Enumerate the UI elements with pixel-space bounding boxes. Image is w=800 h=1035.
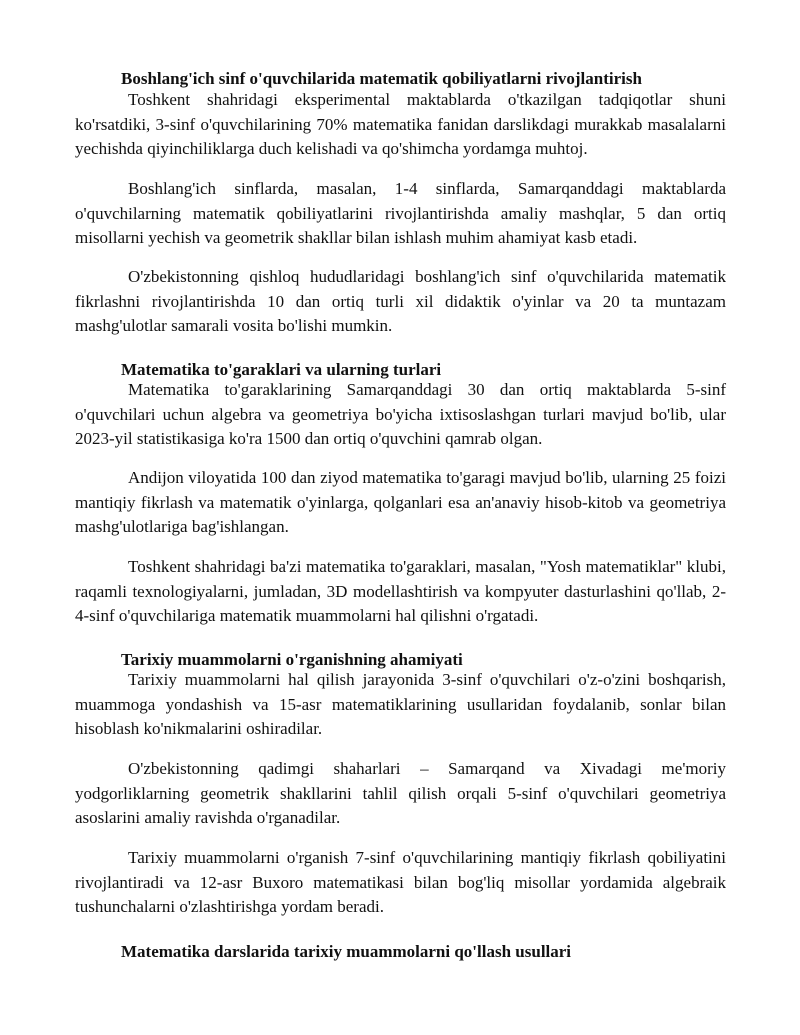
paragraph-1-1: [75, 88, 726, 162]
paragraph-3-2: [75, 757, 726, 831]
paragraph-3-3: [75, 846, 726, 920]
paragraph-text: Boshlang'ich sinflarda, masalan, 1-4 sinflarda, Samarqanddagi maktablarda o'quvchilarning matematik qobiliyatlarini rivojlantirishda amaliy mashqlar, 5 dan ortiq misollarni yechish va geometrik shakllar bilan ishlash muhim ahamiyat kasb etadi.: [75, 179, 726, 247]
paragraph-text: Andijon viloyatida 100 dan ziyod matematika to'garagi mavjud bo'lib, ularning 25 foizi mantiqiy fikrlash va matematik o'yinlarga, qolganlari esa an'anaviy hisob-kitob va geometriya mashg'ulotlariga bag'ishlangan.: [75, 468, 726, 536]
paragraph-1-3: [75, 265, 726, 339]
section-heading-3: Tarixiy muammolarni o'rganishning ahamiyati: [121, 650, 463, 669]
paragraph-text: Tarixiy muammolarni hal qilish jarayonida 3-sinf o'quvchilari o'z-o'zini boshqarish, muammoga yondashish va 15-asr matematiklarining usullaridan foydalanib, sonlar bilan hisoblash ko'nikmalarini oshiradilar.: [75, 670, 726, 738]
paragraph-2-2: [75, 466, 726, 540]
paragraph-1-2: [75, 177, 726, 251]
section-heading-4: Matematika darslarida tarixiy muammolarni qo'llash usullari: [121, 942, 572, 961]
paragraph-3-1: [75, 668, 726, 742]
paragraph-text: O'zbekistonning qishloq hududlaridagi boshlang'ich sinf o'quvchilarida matematik fikrlashni rivojlantirishda 10 dan ortiq turli xil didaktik o'yinlar va 20 ta muntazam mashg'ulotlar samarali vosita bo'lishi mumkin.: [75, 267, 726, 335]
paragraph-text: Tarixiy muammolarni o'rganish 7-sinf o'quvchilarining mantiqiy fikrlash qobiliyatini rivojlantiradi va 12-asr Buxoro matematikasi bilan bog'liq misollar yordamida algebraik tushunchalarni o'zlashtirishga yordam beradi.: [75, 848, 726, 916]
paragraph-2-3: [75, 555, 726, 629]
section-heading-1: Boshlang'ich sinf o'quvchilarida matematik qobiliyatlarni rivojlantirish: [121, 69, 642, 88]
section-heading-2: Matematika to'garaklari va ularning turlari: [121, 360, 442, 379]
paragraph-text: Toshkent shahridagi ba'zi matematika to'garaklari, masalan, "Yosh matematiklar" klubi, raqamli texnologiyalarni, jumladan, 3D modellashtirish va kompyuter dasturlashini qo'llab, 2-4-sinf o'quvchilariga matematik muammolarni hal qilishni o'rgatadi.: [75, 557, 726, 625]
paragraph-2-1: [75, 378, 726, 452]
paragraph-text: Matematika to'garaklarining Samarqanddagi 30 dan ortiq maktablarda 5-sinf o'quvchilari uchun algebra va geometriya bo'yicha ixtisoslashgan turlari mavjud bo'lib, ular 2023-yil statistikasiga ko'ra 1500 dan ortiq o'quvchini qamrab olgan.: [75, 380, 726, 448]
paragraph-text: Toshkent shahridagi eksperimental maktablarda o'tkazilgan tadqiqotlar shuni ko'rsatdiki, 3-sinf o'quvchilarining 70% matematika fanidan darslikdagi murakkab masalalarni yechishda qiyinchiliklarga duch kelishadi va qo'shimcha yordamga muhtoj.: [75, 90, 726, 158]
paragraph-text: O'zbekistonning qadimgi shaharlari – Samarqand va Xivadagi me'moriy yodgorliklarning geometrik shakllarini tahlil qilish orqali 5-sinf o'quvchilari geometriya asoslarini amaliy ravishda o'rganadilar.: [75, 759, 726, 827]
